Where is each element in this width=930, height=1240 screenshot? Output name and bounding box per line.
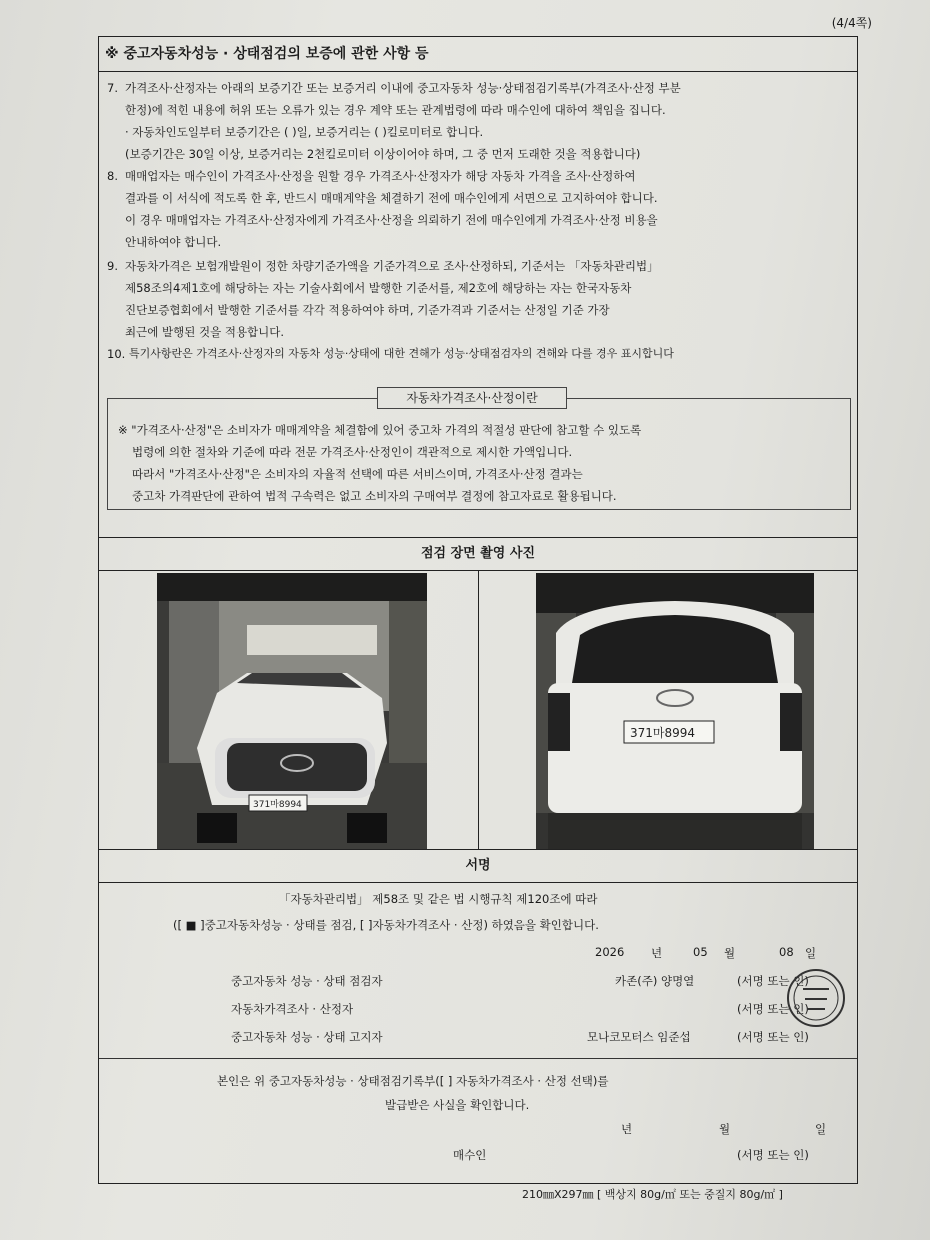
warranty-item-8 <box>107 165 849 253</box>
paper-spec-footer: 210㎜X297㎜ [ 백상지 80g/㎡ 또는 중질지 80g/㎡ ] <box>522 1188 783 1201</box>
signature-section-title: 서명 <box>99 849 857 883</box>
item-line: 매매업자는 매수인이 가격조사·산정을 원할 경우 가격조사·산정자가 해당 자동차 가격을 조사·산정하여 <box>125 169 636 183</box>
inspector-sign-field[interactable]: (서명 또는 인) <box>737 974 809 988</box>
item-number: 9. <box>107 259 118 273</box>
item-line: (보증기간은 30일 이상, 보증거리는 2천킬로미터 이상이어야 하며, 그 중 먼저 도래한 것을 적용합니다) <box>125 147 641 161</box>
item-line: 한정)에 적힌 내용에 허위 또는 오류가 있는 경우 계약 또는 관계법령에 따라 매수인에 대하여 책임을 집니다. <box>125 103 666 117</box>
item-line: 결과를 이 서식에 적도록 한 후, 반드시 매매계약을 체결하기 전에 매수인에게 서면으로 고지하여야 합니다. <box>125 191 658 205</box>
notifier-name: 모나코모터스 임준섭 <box>587 1030 691 1044</box>
form-frame <box>98 36 858 1184</box>
seal-stamp-icon <box>785 961 847 1035</box>
rear-license-plate: 371마8994 <box>630 726 696 740</box>
note-line: ※ "가격조사·산정"은 소비자가 매매계약을 체결함에 있어 중고차 가격의 적절성 판단에 참고할 수 있도록 <box>118 423 642 437</box>
price-appraisal-note-box <box>107 391 851 510</box>
note-line: 법령에 의한 절차와 기준에 따라 전문 가격조사·산정인이 객관적으로 제시한 가액입니다. <box>132 445 573 459</box>
note-box-title: 자동차가격조사·산정이란 <box>377 387 567 409</box>
item-line: 최근에 발행된 것을 적용합니다. <box>125 325 285 339</box>
inspector-role: 중고자동차 성능 · 상태 점검자 <box>231 974 383 988</box>
notifier-sign-field[interactable]: (서명 또는 인) <box>737 1030 809 1044</box>
buyer-day-unit: 일 <box>815 1122 827 1136</box>
note-line: 따라서 "가격조사·산정"은 소비자의 자율적 선택에 따른 서비스이며, 가격조사·산정 결과는 <box>132 467 583 481</box>
item-line: · 자동차인도일부터 보증기간은 ( )일, 보증거리는 ( )킬로미터로 합니다. <box>125 125 484 139</box>
signature-area <box>99 883 857 1183</box>
notifier-role: 중고자동차 성능 · 상태 고지자 <box>231 1030 383 1044</box>
photos-section-title: 점검 장면 촬영 사진 <box>99 537 857 571</box>
item-line: 제58조의4제1호에 해당하는 자는 기술사회에서 발행한 기준서를, 제2호에 해당하는 자는 한국자동차 <box>125 281 632 295</box>
appraiser-sign-field[interactable]: (서명 또는 인) <box>737 1002 809 1016</box>
law-reference-line: 「자동차관리법」 제58조 및 같은 법 시행규칙 제120조에 따라 <box>279 892 598 906</box>
buyer-month-unit: 월 <box>719 1122 731 1136</box>
item-number: 10. <box>107 347 126 361</box>
rear-inspection-photo <box>536 573 814 849</box>
inspector-name: 카존(주) 양명열 <box>615 974 695 988</box>
front-license-plate: 371마8994 <box>253 800 302 810</box>
item-number: 8. <box>107 169 118 183</box>
item-line: 가격조사·산정자는 아래의 보증기간 또는 보증거리 이내에 중고자동차 성능·상태점검기록부(가격조사·산정 부분 <box>125 81 681 95</box>
inspection-confirm-line: ([ ■ ]중고자동차성능 · 상태를 점검, [ ]자동차가격조사 · 산정) 하였음을 확인합니다. <box>173 918 599 932</box>
page-number: (4/4쪽) <box>831 16 872 30</box>
item-line: 자동차가격은 보험개발원이 정한 차량기준가액을 기준가격으로 조사·산정하되, 기준서는 「자동차관리법」 <box>125 259 659 273</box>
photos-area <box>99 571 857 849</box>
warranty-item-7 <box>107 77 849 165</box>
warranty-item-10 <box>107 343 849 365</box>
item-line: 안내하여야 합니다. <box>125 235 222 249</box>
item-line: 이 경우 매매업자는 가격조사·산정자에게 가격조사·산정을 의뢰하기 전에 매수인에게 가격조사·산정 비용을 <box>125 213 658 227</box>
date-year-unit: 년 <box>651 946 663 960</box>
warranty-section-title: ※ 중고자동차성능 · 상태점검의 보증에 관한 사항 등 <box>99 37 857 72</box>
appraiser-role: 자동차가격조사 · 산정자 <box>231 1002 354 1016</box>
warranty-item-9 <box>107 255 849 343</box>
buyer-year-unit: 년 <box>621 1122 633 1136</box>
buyer-confirm-line-2: 발급받은 사실을 확인합니다. <box>385 1098 530 1112</box>
buyer-confirm-line-1: 본인은 위 중고자동차성능 · 상태점검기록부([ ] 자동차가격조사 · 산정 선택)를 <box>217 1074 609 1088</box>
date-month-unit: 월 <box>724 946 736 960</box>
item-line: 진단보증협회에서 발행한 기준서를 각각 적용하여야 하며, 기준가격과 기준서는 산정일 기준 가장 <box>125 303 610 317</box>
item-line: 특기사항란은 가격조사·산정자의 자동차 성능·상태에 대한 견해가 성능·상태점검자의 견해와 다를 경우 표시합니다 <box>129 347 674 360</box>
front-inspection-photo <box>157 573 427 849</box>
date-day: 08 <box>779 945 794 959</box>
date-year: 2026 <box>595 945 625 959</box>
date-day-unit: 일 <box>805 946 817 960</box>
date-month: 05 <box>693 945 708 959</box>
note-line: 중고차 가격판단에 관하여 법적 구속력은 없고 소비자의 구매여부 결정에 참고자료로 활용됩니다. <box>132 489 617 503</box>
buyer-sign-field[interactable]: (서명 또는 인) <box>737 1148 809 1162</box>
item-number: 7. <box>107 81 118 95</box>
buyer-label: 매수인 <box>453 1148 487 1162</box>
